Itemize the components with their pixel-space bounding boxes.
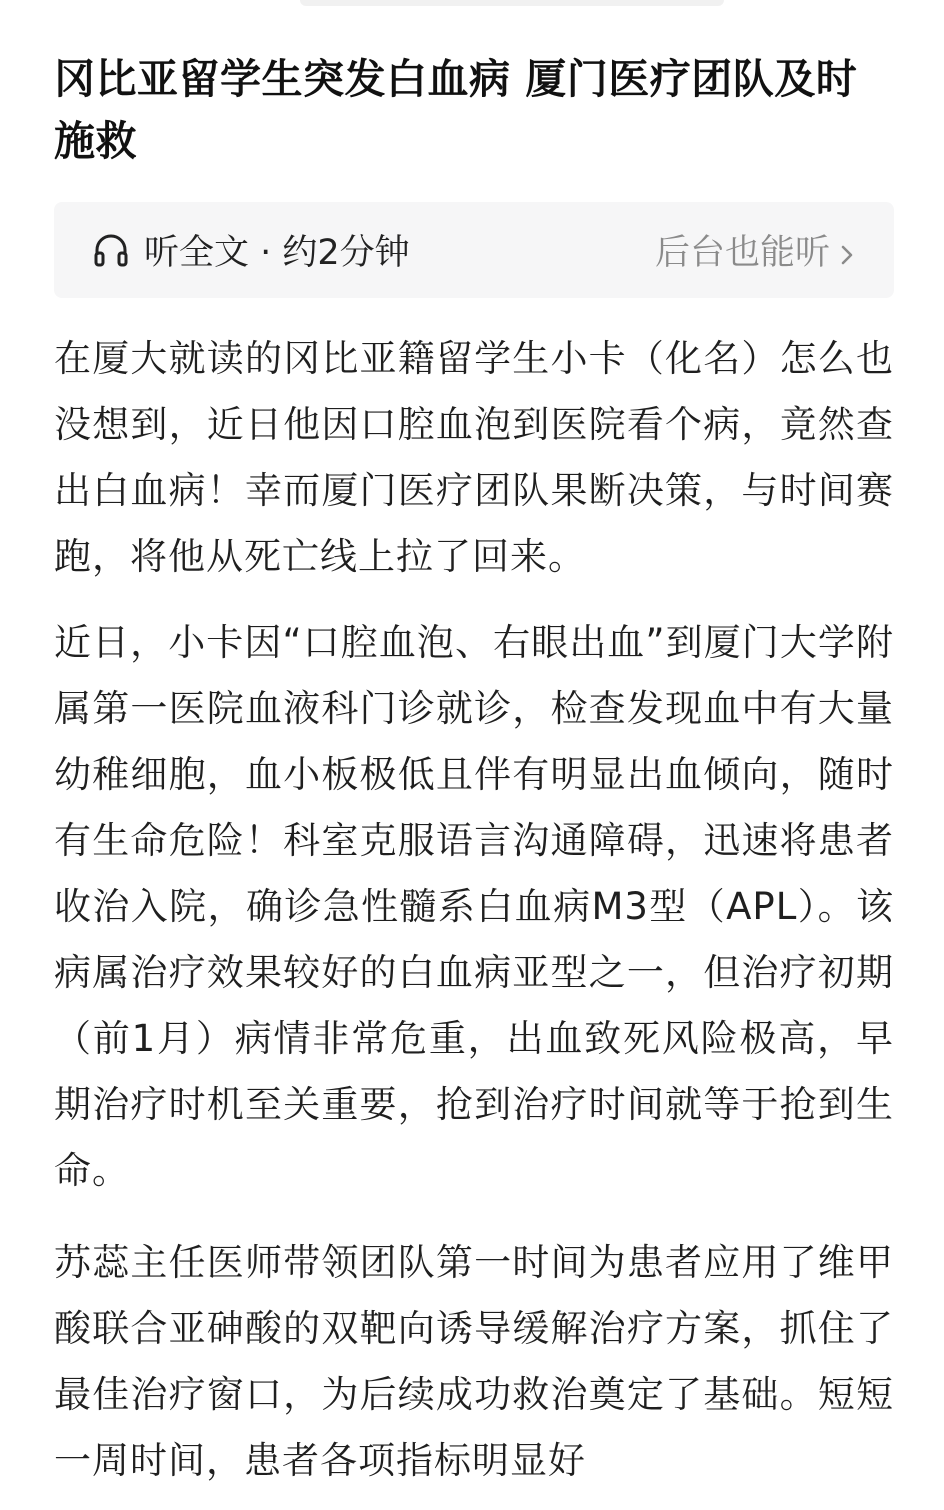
headphones-icon xyxy=(92,231,130,269)
listen-label: 听全文 · 约2分钟 xyxy=(144,233,410,273)
article-title: 冈比亚留学生突发白血病 厦门医疗团队及时施救 xyxy=(54,55,858,165)
chevron-right-icon xyxy=(838,237,856,263)
listen-bar[interactable] xyxy=(54,202,894,298)
top-drag-handle xyxy=(300,0,724,6)
listen-full-text-button[interactable] xyxy=(92,225,410,275)
paragraph-2: 近日，小卡因“口腔血泡、右眼出血”到厦门大学附属第一医院血液科门诊就诊，检查发现血中有大量幼稚细胞，血小板极低且伴有明显出血倾向，随时有生命危险！科室克服语言沟通障碍，迅速将患者收治入院，确诊急性髓系白血病M3型（APL）。该病属治疗效果较好的白血病亚型之一，但治疗初期（前1月）病情非常危重，出血致死风险极高，早期治疗时机至关重要，抢到治疗时间就等于抢到生命。 xyxy=(54,621,894,1192)
article xyxy=(54,48,894,1494)
paragraph-3: 苏蕊主任医师带领团队第一时间为患者应用了维甲酸联合亚砷酸的双靶向诱导缓解治疗方案，抓住了最佳治疗窗口，为后续成功救治奠定了基础。短短一周时间，患者各项指标明显好 xyxy=(54,1241,894,1482)
paragraph-1: 在厦大就读的冈比亚籍留学生小卡（化名）怎么也没想到，近日他因口腔血泡到医院看个病，竟然查出白血病！幸而厦门医疗团队果断决策，与时间赛跑，将他从死亡线上拉了回来。 xyxy=(54,337,894,578)
background-listen-link[interactable] xyxy=(655,225,856,275)
background-listen-label: 后台也能听 xyxy=(654,233,830,273)
